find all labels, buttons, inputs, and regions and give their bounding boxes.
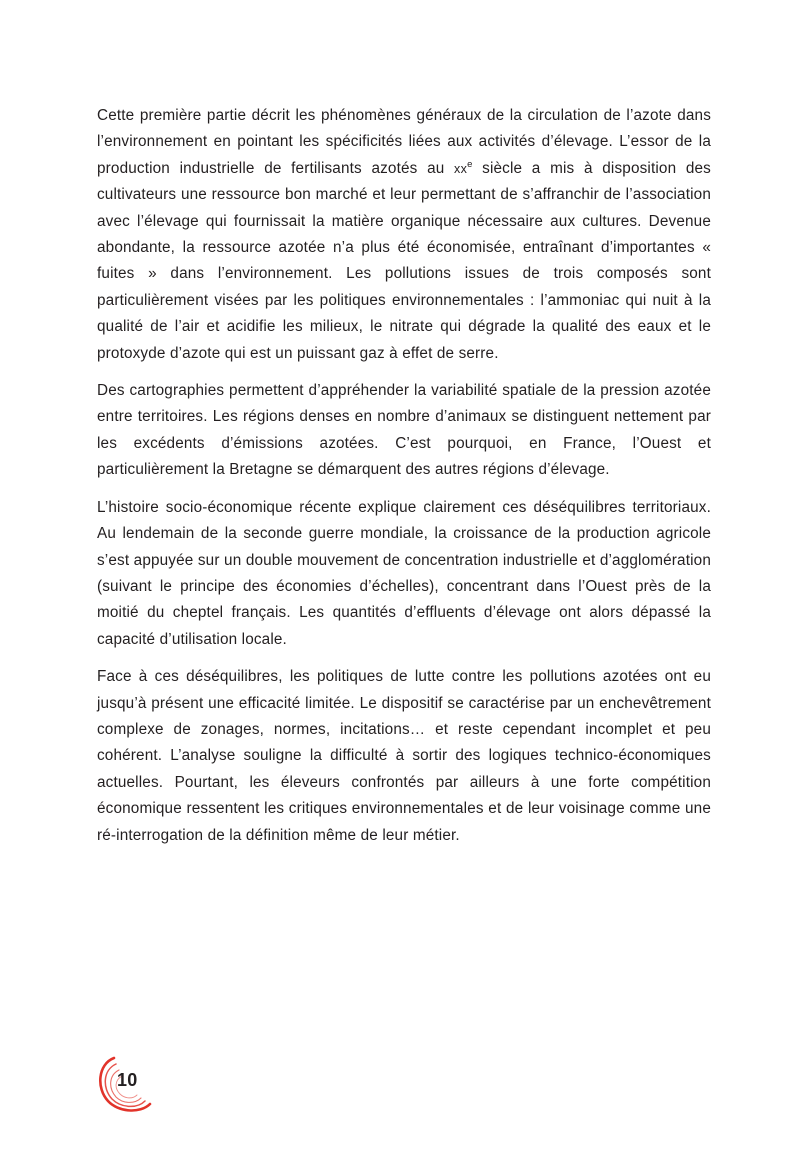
paragraph-1-text-before-superscript: Cette première partie décrit les phénomènes généraux de la circulation de l’azote dans l’environnement en pointant les spécificités liées aux activités d’élevage. L’essor de la production industrielle de fertilisants azotés au — [97, 107, 711, 177]
paragraph-1 — [97, 103, 711, 367]
footer-page-mark — [92, 1054, 164, 1116]
page-body-text — [97, 103, 711, 849]
paragraph-1-century-smallcaps: xx — [454, 161, 468, 176]
paragraph-3: L’histoire socio-économique récente explique clairement ces déséquilibres territoriaux. Au lendemain de la seconde guerre mondiale, la croissance de la production agricole s’est appuyée sur un double mouvement de concentration industrielle et d’agglomération (suivant le principe des économies d’échelles), concentrant dans l’Ouest près de la moitié du cheptel français. Les quantités d’effluents d’élevage ont alors dépassé la capacité d’utilisation locale. — [97, 498, 711, 648]
paragraph-4: Face à ces déséquilibres, les politiques de lutte contre les pollutions azotées ont eu jusqu’à présent une efficacité limitée. Le dispositif se caractérise par un enchevêtrement complexe de zonages, normes, incitations… et reste cependant incomplet et peu cohérent. L’analyse souligne la difficulté à sortir des logiques technico-économiques actuelles. Pourtant, les éleveurs confrontés par ailleurs à une forte compétition économique ressentent les critiques environnementales et de leur voisinage comme une ré-interrogation de la définition même de leur métier. — [97, 668, 711, 844]
page-number: 10 — [117, 1070, 138, 1090]
paragraph-2: Des cartographies permettent d’appréhender la variabilité spatiale de la pression azotée entre territoires. Les régions denses en nombre d’animaux se distinguent nettement par les excédents d’émissions azotées. C’est pourquoi, en France, l’Ouest et particulièrement la Bretagne se démarquent des autres régions d’élevage. — [97, 382, 711, 479]
paragraph-1-text-after-superscript: siècle a mis à disposition des cultivateurs une ressource bon marché et leur permettant de s’affranchir de l’association avec l’élevage qui fournissait la matière organique nécessaire aux cultures. Devenue abondante, la ressource azotée n’a plus été économisée, entraînant d’importantes « fuites » dans l’environnement. Les pollutions issues de trois composés sont particulièrement visées par les politiques environnementales : l’ammoniac qui nuit à la qualité de l’air et acidifie les milieux, le nitrate qui dégrade la qualité des eaux et le protoxyde d’azote qui est un puissant gaz à effet de serre. — [97, 159, 711, 362]
paragraph-1-ordinal-superscript: e — [467, 158, 473, 170]
